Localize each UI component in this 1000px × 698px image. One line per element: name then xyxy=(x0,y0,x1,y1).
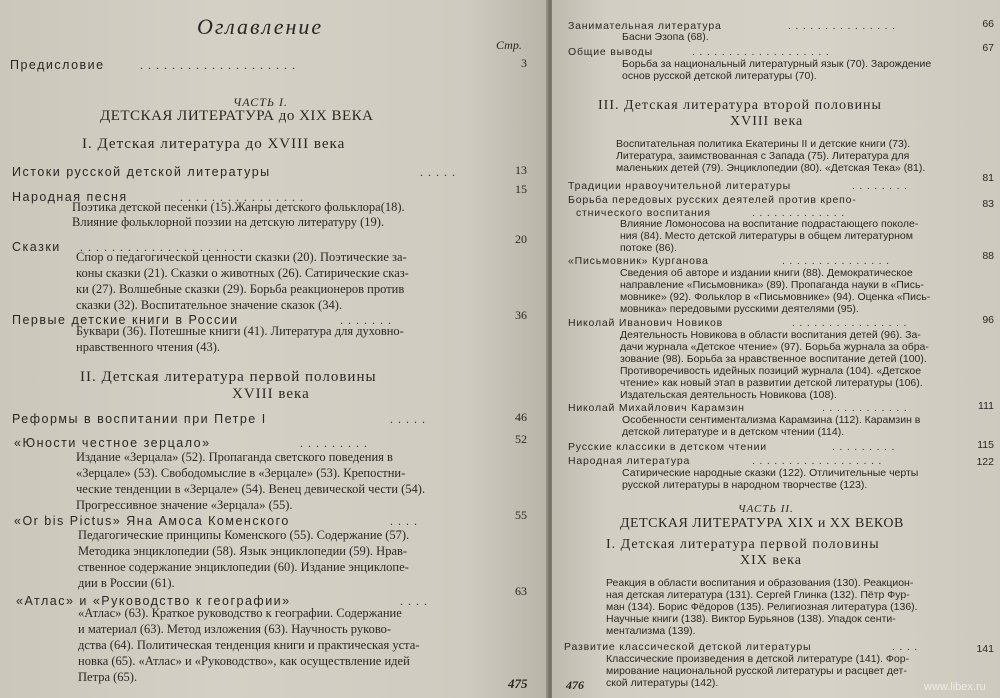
section-title: XIX века xyxy=(740,553,802,568)
toc-topic: Традиции нравоучительной литературы xyxy=(568,180,792,192)
toc-topic: Народная литература xyxy=(568,455,691,467)
toc-subline: Борьба за национальный литературный язык (70). Зарождение xyxy=(622,58,932,70)
toc-dots: . . . . . . . . . . . . . . . xyxy=(782,255,890,267)
toc-dots: . . . . . . . . xyxy=(852,180,908,192)
toc-subline: направление «Письмовника» (89). Пропаганда науки в «Пись- xyxy=(620,279,924,291)
toc-topic: Истоки русской детской литературы xyxy=(12,165,271,179)
part-label: ЧАСТЬ II. xyxy=(738,503,794,515)
toc-dots: . . . . . . . . . . . . . . . . xyxy=(792,317,908,329)
toc-page-number: 96 xyxy=(982,314,994,326)
toc-dots: . . . . xyxy=(892,641,919,653)
toc-subline: ки (27). Волшебные сказки (29). Борьба реакционеров против xyxy=(76,282,405,296)
toc-page-number: 67 xyxy=(982,42,994,54)
toc-topic: Сказки xyxy=(12,240,61,254)
toc-page-number: 52 xyxy=(515,432,527,446)
toc-subline: Противоречивость идейных позиций журнала (104). «Детское xyxy=(620,365,922,377)
toc-subline: «Атлас» (63). Краткое руководство к географии. Содержание xyxy=(78,606,402,620)
section-title: II. Детская литература первой половины xyxy=(80,369,377,385)
right-page xyxy=(552,0,1000,698)
toc-subline: мовнике» (92). Фольклор в «Письмовнике» (94). Оценка «Пись- xyxy=(620,291,931,303)
toc-dots: . . . . . . . . . xyxy=(300,436,368,450)
toc-subline: Басни Эзопа (68). xyxy=(622,31,709,43)
toc-subline: зование (98). Борьба за нравственное воспитание детей (100). xyxy=(620,353,927,365)
toc-subline: Педагогические принципы Коменского (55). Содержание (57). xyxy=(78,528,410,542)
toc-subline: детской литературе и в детском чтении (114). xyxy=(622,426,845,438)
toc-page-number: 81 xyxy=(982,172,994,184)
page-column-label: Стр. xyxy=(496,38,522,52)
part-label: ЧАСТЬ I. xyxy=(233,95,289,109)
toc-subline: нравственного чтения (43). xyxy=(76,340,221,354)
toc-topic: «Юности честное зерцало» xyxy=(14,436,211,450)
toc-subline: коны сказки (21). Сказки о животных (26). Сатирические сказ- xyxy=(76,266,409,280)
toc-page-number: 3 xyxy=(521,56,527,70)
toc-subline: сказки (32). Воспитательное значение сказок (34). xyxy=(76,298,343,312)
toc-subline: ственное содержание энциклопедии (60). Издание энциклопе- xyxy=(78,560,409,574)
toc-page-number: 115 xyxy=(977,439,994,451)
toc-dots: . . . . . xyxy=(420,165,456,179)
toc-subline: русской литературы в народном творчестве (123). xyxy=(622,479,868,491)
toc-topic: Русские классики в детском чтении xyxy=(568,441,767,453)
toc-subline: новка (65). «Атлас» и «Руководство», как осуществление идей xyxy=(78,654,410,668)
page-folio: 475 xyxy=(508,676,528,691)
section-title: XVIII века xyxy=(232,386,310,402)
toc-dots: . . . . . . . . . . . . xyxy=(822,402,908,414)
toc-subline: маленьких детей (79). Энциклопедии (80). «Детская Тека» (81). xyxy=(616,162,926,174)
toc-subline: ная детская литература (131). Сергей Глинка (132). Пётр Фур- xyxy=(606,589,910,601)
toc-subline: Издание «Зерцала» (52). Пропаганда светского поведения в xyxy=(76,450,393,464)
toc-page-number: 83 xyxy=(982,198,994,210)
toc-dots: . . . . . . . . . . . . . xyxy=(752,207,845,219)
toc-page-number: 141 xyxy=(976,643,994,655)
section-title: III. Детская литература второй половины xyxy=(598,98,882,113)
toc-subline: Сведения об авторе и издании книги (88). Демократическое xyxy=(620,267,913,279)
toc-subline: Поэтика детской песенки (15).Жанры детского фольклора(18). xyxy=(72,200,405,214)
toc-subline: Прогрессивное значение «Зерцала» (55). xyxy=(76,498,293,512)
toc-dots: . . . . . . . . . . . . . . . xyxy=(788,20,896,32)
toc-dots: . . . . . . . . . xyxy=(832,441,896,453)
toc-subline: основ русской детской литературы (70). xyxy=(622,70,817,82)
toc-topic: Народная песня xyxy=(12,190,128,204)
toc-subline: Методика энциклопедии (58). Язык энциклопедии (59). Нрав- xyxy=(78,544,408,558)
toc-topic: Первые детские книги в России xyxy=(12,313,239,327)
toc-dots: . . . . . . . . . . . . . . . . . . . . . xyxy=(80,240,244,254)
toc-topic: «Письмовник» Курганова xyxy=(568,255,709,267)
page-folio: 476 xyxy=(566,678,584,692)
toc-subline: дачи журнала «Детское чтение» (97). Борьба журнала за обра- xyxy=(620,341,929,353)
toc-subline: Влияние фольклорной поэзии на детскую литературу (19). xyxy=(72,215,385,229)
toc-dots: . . . . . . . . . . . . . . . . . . . xyxy=(692,46,830,58)
toc-subline: Научные книги (138). Виктор Бурьянов (138). Упадок сенти- xyxy=(606,613,896,625)
toc-page-number: 111 xyxy=(978,400,994,412)
toc-subline: Деятельность Новикова в области воспитания детей (96). За- xyxy=(620,329,921,341)
watermark: www.libex.ru xyxy=(924,681,986,693)
toc-subline: Воспитательная политика Екатерины II и детские книги (73). xyxy=(616,138,911,150)
toc-subline: Петра (65). xyxy=(78,670,138,684)
toc-subline: Реакция в области воспитания и образования (130). Реакцион- xyxy=(606,577,914,589)
toc-subline: «Зерцале» (53). Свободомыслие в «Зерцале» (53). Крепостни- xyxy=(76,466,406,480)
toc-topic-intro: Предисловие xyxy=(10,58,105,72)
toc-topic: Общие выводы xyxy=(568,46,653,58)
toc-dots: . . . . . xyxy=(390,412,426,426)
toc-dots: . . . . . . . . . . . . . . . . xyxy=(180,190,304,204)
toc-subline: Влияние Ломоносова на воспитание подрастающего поколе- xyxy=(620,218,919,230)
toc-subline: дства (64). Политическая тенденция книги и практическая уста- xyxy=(78,638,420,652)
toc-page-number: 88 xyxy=(982,250,994,262)
toc-dots: . . . . xyxy=(390,514,418,528)
toc-dots: . . . . . . . xyxy=(340,313,392,327)
toc-subline: ман (134). Борис Фёдоров (135). Религиозная литература (136). xyxy=(606,601,918,613)
toc-topic: Реформы в воспитании при Петре I xyxy=(12,412,267,426)
toc-page-number: 55 xyxy=(515,508,527,522)
toc-dots: . . . . xyxy=(400,594,428,608)
toc-subline: Буквари (36). Потешные книги (41). Литература для духовно- xyxy=(76,324,404,338)
toc-subline: потоке (86). xyxy=(620,242,677,254)
toc-subline: Классические произведения в детской литературе (141). Фор- xyxy=(606,653,910,665)
toc-topic: Занимательная литература xyxy=(568,20,722,32)
toc-page-number: 36 xyxy=(515,308,527,322)
toc-topic: Борьба передовых русских деятелей против крепо- xyxy=(568,194,857,206)
section-title: I. Детская литература первой половины xyxy=(606,537,880,552)
toc-subline: Особенности сентиментализма Карамзина (112). Карамзин в xyxy=(622,414,921,426)
toc-page-number: 46 xyxy=(515,410,527,424)
toc-topic: Николай Михайлович Карамзин xyxy=(568,402,745,414)
toc-page-number: 122 xyxy=(976,456,994,468)
toc-dots: . . . . . . . . . . . . . . . . . . xyxy=(752,455,883,467)
toc-dots: . . . . . . . . . . . . . . . . . . . . xyxy=(140,58,296,72)
toc-subline: Спор о педагогической ценности сказки (20). Поэтические за- xyxy=(76,250,407,264)
toc-page-number: 20 xyxy=(515,232,527,246)
toc-topic: Развитие классической детской литературы xyxy=(564,641,812,653)
toc-page-number: 13 xyxy=(515,163,527,177)
section-title: XVIII века xyxy=(730,114,804,129)
toc-subline: мирование национальной русской литературы и расцвет дет- xyxy=(606,665,907,677)
page-title: Оглавление xyxy=(197,14,324,39)
part-title: ДЕТСКАЯ ЛИТЕРАТУРА до XIX ВЕКА xyxy=(100,108,374,124)
section-title: I. Детская литература до XVIII века xyxy=(82,136,346,152)
toc-subline: ния (84). Место детской литературы в общем литературном xyxy=(620,230,913,242)
toc-page-number: 66 xyxy=(982,18,994,30)
toc-subline: Издательская деятельность Новикова (108). xyxy=(620,389,837,401)
toc-topic: «Атлас» и «Руководство к географии» xyxy=(16,594,291,608)
toc-subline: дии в России (61). xyxy=(78,576,175,590)
toc-page-number: 15 xyxy=(515,182,527,196)
toc-subline: ской литературы (142). xyxy=(606,677,719,689)
toc-subline: мовника» передовыми русскими деятелями (95). xyxy=(620,303,859,315)
toc-subline: Сатирические народные сказки (122). Отличительные черты xyxy=(622,467,919,479)
toc-subline: ментализма (139). xyxy=(606,625,696,637)
toc-subline: и материал (63). Метод изложения (63). Научность руково- xyxy=(78,622,392,636)
toc-topic: «Or bis Pictus» Яна Амоса Коменского xyxy=(14,514,290,528)
toc-subline: ческие тенденции в «Зерцале» (54). Венец девической чести (54). xyxy=(76,482,426,496)
part-title: ДЕТСКАЯ ЛИТЕРАТУРА XIX и XX ВЕКОВ xyxy=(620,516,904,531)
toc-subline: Литература, заимствованная с Запада (75). Литература для xyxy=(616,150,910,162)
toc-page-number: 63 xyxy=(515,584,527,598)
toc-subline: чтение» как новый этап в развитии детской литературы (106). xyxy=(620,377,923,389)
toc-topic: стнического воспитания xyxy=(576,207,711,219)
toc-topic: Николай Иванович Новиков xyxy=(568,317,724,329)
